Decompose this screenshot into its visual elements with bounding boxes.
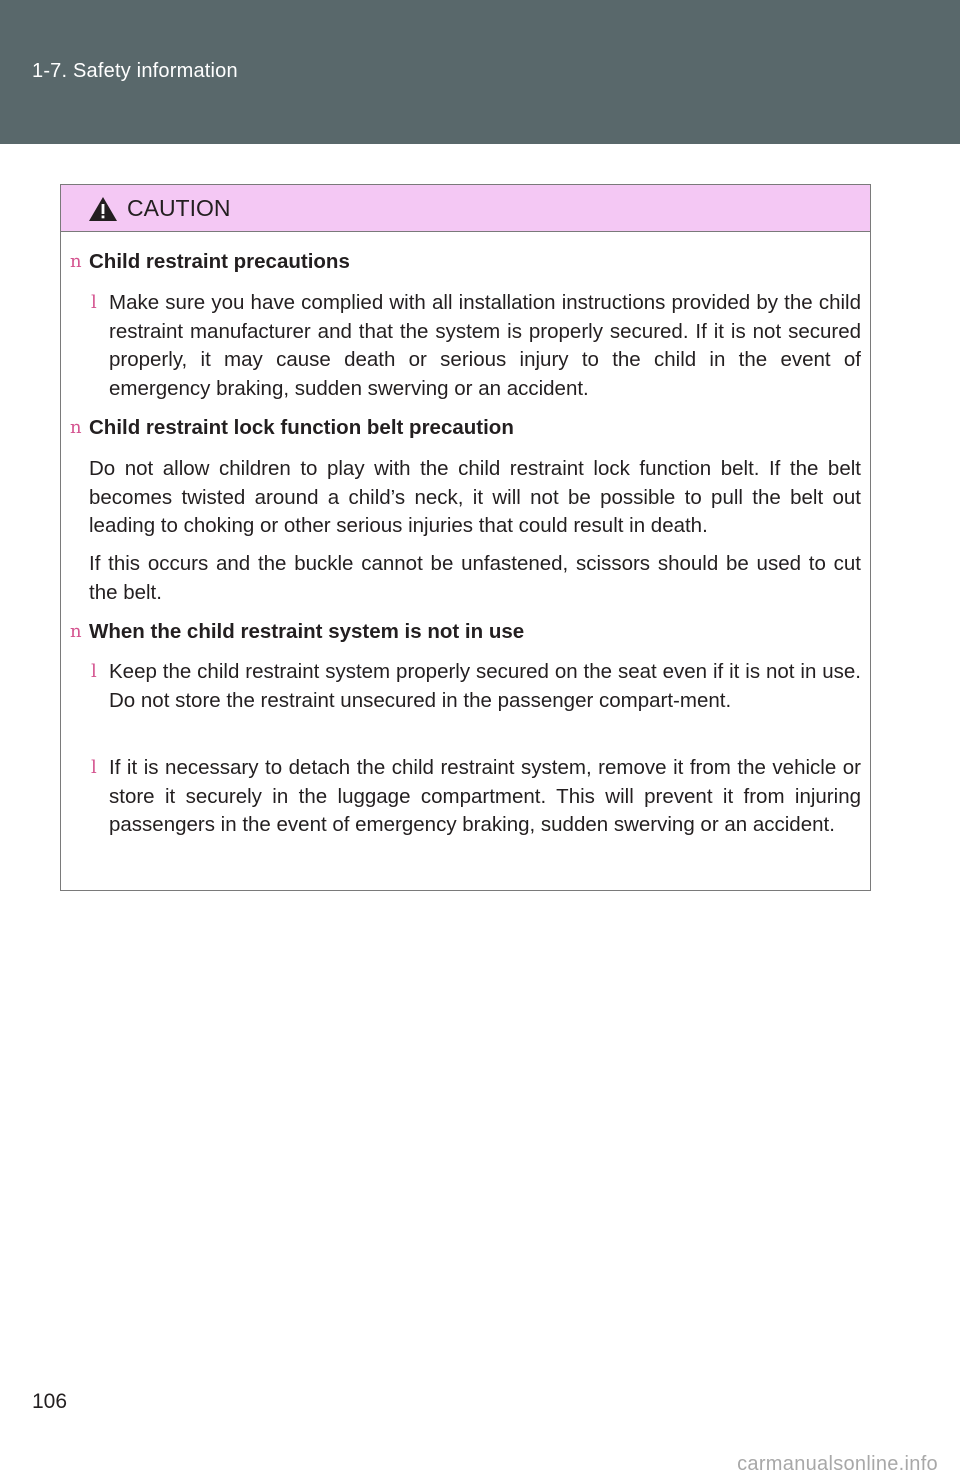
section-title: 1-7. Safety information <box>32 60 238 82</box>
page-header <box>0 0 960 144</box>
list-item: l Make sure you have complied with all installation instructions provided by the child restraint manufacturer and that the system is properly secured. If it is not secured properly, it may cause death or serious injury to the child in the event of emergency braking, sudden swerving or an accident. <box>91 291 861 400</box>
section-heading: n Child restraint precautions <box>89 248 350 277</box>
bullet-icon: l <box>91 661 97 682</box>
watermark: carmanualsonline.info <box>737 1453 938 1475</box>
warning-icon <box>88 196 118 222</box>
section-marker-icon: n <box>70 417 82 438</box>
list-item: l Keep the child restraint system properly secured on the seat even if it is not in use. Do not store the restraint unsecured in the passenger compart-ment. <box>91 660 861 712</box>
caution-header <box>61 185 870 232</box>
list-item: l If it is necessary to detach the child restraint system, remove it from the vehicle or store it securely in the luggage compartment. This will prevent it from injuring passengers in the event of emergency braking, sudden swerving or an accident. <box>91 756 861 836</box>
section-heading: n When the child restraint system is not in use <box>89 618 524 647</box>
paragraph: If this occurs and the buckle cannot be unfastened, scissors should be used to cut the belt. <box>89 552 861 604</box>
bullet-icon: l <box>91 292 97 313</box>
bullet-icon: l <box>91 757 97 778</box>
section-marker-icon: n <box>70 251 82 272</box>
page-number: 106 <box>32 1390 68 1413</box>
caution-box <box>60 184 871 891</box>
paragraph: Do not allow children to play with the child restraint lock function belt. If the belt becomes twisted around a child’s neck, it will not be possible to pull the belt out leading to choking or other serious injuries that could result in death. <box>89 457 861 537</box>
section-marker-icon: n <box>70 621 82 642</box>
section-heading: n Child restraint lock function belt precaution <box>89 414 514 443</box>
caution-title: CAUTION <box>127 195 231 221</box>
